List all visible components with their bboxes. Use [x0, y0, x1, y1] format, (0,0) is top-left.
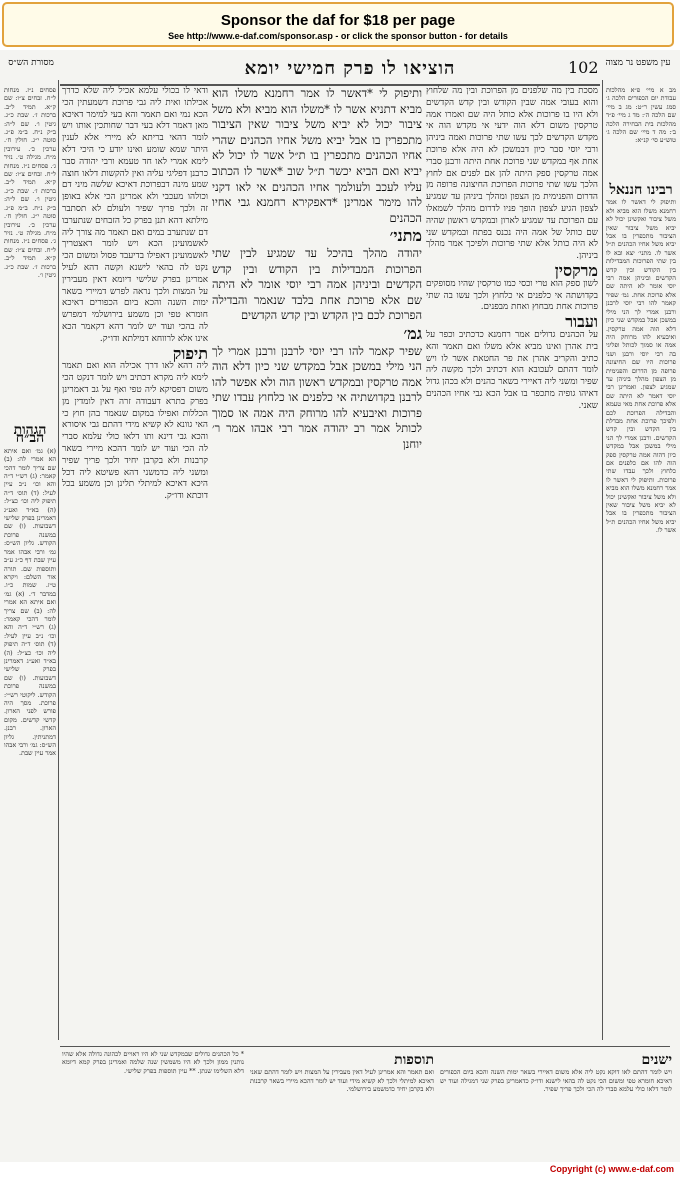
- tosafot-text-2: ליה דהא לאו דרך אכילה הוא ואם תאמר לימא ליה מקרא דכתיב ויש לומר דנקט הכי משום דפסיקא ליה טפי ואף על גב דאמרינן בפרק בתרא דעבודה זרה דאין לומדין מן הכללות ואפילו במקום שנאמר בהן חוץ כי האי גוונא לא קשיא מידי דהתם גבי איסורא והכא גבי דינא ותו דלאו כולי עלמא סברי לה הכי ועוד יש לומר דהכא מיירי בשאר קרבנות ולא בקרבן יחיד ולכך פריך שפיר ומשני ליה כדמשני דהא פשיטא ליה דכל היכא דאיכא למיתלי תלינן וכן משמע בכל דוכתא ודו״ק.: [62, 361, 208, 502]
- masoret-hashas-column: [4, 86, 56, 416]
- mishnah-label-1: מתני׳: [389, 226, 422, 246]
- gemara-text-1: ותיפוק לי *דאשר לו אמר רחמנא משלו הוא מביא דתניא אשר לו *משלו הוא מביא ולא משל ציבור יכול לא יביא משל ציבור שאין הציבור מתכפרין בו אבל יביא משל אחיו הכהנים שהרי אחיו הכהנים מתכפרין בו ת״ל אשר לו יכול לא יביא ואם הביא יכשר ת״ל שוב *אשר לו הכתוב עליו לעכב ולעולמך אחיו הכהנים אי לאו דקני להו מימר אמרינן *דאפקירא רחמנא גבי אחיו הכהנים: [212, 86, 422, 225]
- tosafot-text: ודאי לו בכולי עלמא אכיל ליה שלא כדרך אכילתו ואית ליה גבי פרוכת דשמעתין הכי הכא נמי ואם תאמר והא בעי למימר דאיכא מאן דאמר דלא בעי דבר שחותכין אותו ויש לומר דהאי בריתא לא מיירי אלא לענין היתר שמא שומע ואינו יודע כי היכי דלא לימא אמרי לאו חד טעמא ורבי יהודה סבר כרבנן דפליגי עליה ואין להקשות דלאו חוצה שמע מינה דבפרוכת דאיכא שלשה מיני דם וכולהו מעכבי ולא אמרינן הכי אלא באופן זה ולכך פריך שפיר ולעולם לא תסתבר מילתא דהא תנן בפרק כל הזבחים שנתערבו דם שנתערב במים ואם תאמר מה צורך ליה לאשמועינן הכא ויש לומר דאצטריך לאשמועינן דאפילו בדיעבד פסול ומשום הכי נקט לה בהאי לישנא וקשה דהא לעיל אמרינן בפרק שלישי דיומא דאין מעבירין על המצות ולכך נראה לפרש דמיירי בשאר ימות השנה והכא ביום הכפורים דאיכא חומרא טפי וכן משמע בירושלמי דמפרש לה בהכי ועוד יש לומר דהא דקאמר הכא אינו אלא לרווחא דמילתא ודו״ק.: [62, 86, 208, 344]
- sponsor-subline[interactable]: See http://www.e-daf.com/sponsor.asp - or click the sponsor button - for details: [168, 31, 508, 41]
- bottom-notes-middle: [250, 1050, 434, 1158]
- mishnah-text-1: יהודה מהלך בהיכל עד שמגיע לבין שתי הפרוכות המבדילות בין הקודש ובין קדש הקדשים וביניהן אמה רבי יוסי אומר לא היתה שם אלא פרוכת אחת בלבד שנאמר והבדילה הפרוכת לכם בין הקדש ובין קדש הקדשים: [212, 245, 422, 323]
- sponsor-banner[interactable]: [2, 2, 674, 47]
- tosafot-column: [62, 86, 208, 1038]
- rashi-column: [426, 86, 598, 1038]
- rashi-text-3: על הכהנים גדולים אמר רחמנא כדכתיב וכפר על בית אהרן ואינו מביא אלא משלו ואם תאמר והא כתיב והקריב אהרן את פר החטאת אשר לו ויש לומר דהתם לעכובא הוא דכתיב ולכך מקשה ליה שפיר ומשני ליה דאיירי בשאר כהנים ולא בכהן גדול דאיהו גופיה מתכפר בו אבל הכא גבי אחיו הכהנים שאני.: [426, 329, 598, 411]
- daf-number: 102: [568, 58, 599, 77]
- ein-mishpat-text: מב א מיי׳ פ״א מהלכות עבודת יום הכפורים הלכה ג׳ סמג עשין ר״ט: מג ב מיי׳ שם הלכה ה׳: מד ג מיי׳ פ״ד מהלכות בית הבחירה הלכה ב׳: מה ד מיי׳ שם הלכה ג׳ טוש״ע סי׳ קנ״א:: [606, 86, 676, 145]
- rabbeinu-chananel-label: רבינו חננאל: [609, 182, 673, 198]
- right-margin-rule: [602, 80, 603, 1040]
- bottom-notes-right-text: ויש לומר דהתם לאו דוקא נקט ליה אלא משום דאיירי בשאר ימות השנה והכא ביום הכפורים דאיכא חומרא טפי ומשום הכי נקט לה בהאי לישנא ודו״ק כדאמרינן בפרק שני דמגילה ועוד יש לומר דלאו כולי עלמא סברי לה הכי ולכך פריך שפיר.: [440, 1068, 672, 1094]
- bottom-label-1: תוספות: [394, 1052, 434, 1068]
- rabbeinu-chananel-column: [606, 180, 676, 1038]
- rashi-dibbur-hamatchil-2: ועבור: [565, 312, 598, 332]
- bottom-notes-left: [62, 1050, 244, 1158]
- rabbeinu-chananel-text: ותיפוק לי דאשר לו אמר רחמנא משלו הוא מביא ולא משל ציבור ואקשינן יכול לא יביא משל ציבור שאין הציבור מתכפרין בו אבל יביא משל אחיו הכהנים ת״ל אשר לו. מתני׳ יצא ובא לו בין שתי הפרוכות המבדילות בין הקודש ובין קדש הקדשים וביניהן אמה רבי יוסי אומר לא היתה שם אלא פרוכת אחת. גמ׳ שפיר קאמר להו רבי יוסי לרבנן ורבנן אמרי לך הני מילי במשכן אבל במקדש שני כיון דלא הוה אמה טרקסין. ואיבעיא להו מרוחק היה אמה או סמוך לכותל ופליגי בה רבי יוסי ורבנן ושני פרוכות היו שם החיצונה פרופה מן הדרום והפנימית מן הצפון מהלך ביניהן עד שמגיע לצפון. ואמרינן רבי יוסי דאמר לא היתה שם אלא פרוכת אחת מאי טעמא והבדילה הפרוכת לכם ולפיכך פרוכת אחת מבדלת בין הקדש ובין קדש הקדשים. ורבנן אמרי לך הני מילי במשכן אבל במקדש כיון דהוה אמה טרקסין ספק הוה להו אם כלפנים אם כלחוץ ולכך עבדו שתי פרוכות. ותיפוק לי דאשר לו אמר רחמנא משלו הוא מביא ולא משל ציבור ואקשינן יכול לא יביא משל ציבור שאין הציבור מתכפרין בו אבל יביא משל אחיו הכהנים ת״ל אשר לו.: [606, 198, 676, 535]
- left-margin-rule: [58, 80, 59, 1040]
- gemara-label: גמ׳: [403, 323, 422, 343]
- talmud-page: [0, 50, 680, 1162]
- bottom-notes-left-text: * כל הכהנים גדולים שבמקדש שני לא היו ראויים לכהונה גדולה אלא שהיו נותנין ממון ולכך לא היו משמשין שנה שלמה ואמרינן בפרק קמא דיומא דלא השלימו שנתן. ** עיין תוספות בפרק שלישי.: [62, 1050, 244, 1075]
- sponsor-headline[interactable]: Sponsor the daf for $18 per page: [220, 12, 456, 29]
- hagahot-habach-text: (א) גמ׳ ואם איתא הא אמרי לה: (ב) שם צריך לומר דהכי קאמר: (ג) רש״י ד״ה והא וכו׳ נ״ב עיין לעיל: (ד) תוס׳ ד״ה תיפוק ליה וכו׳ כצ״ל: (ה) בא״ד ואע״ג דאמרינן בפרק שלישי דשבועות. (ו) שם במשנה פרוכת הקודש. גליון הש״ס: גמ׳ ורבי אבהו אמר עיין שבת דף כ״ג ע״ב ותוספות שם. תורה אור השלם: ויקרא ט״ז. שמות כ״ו. במדבר ד׳. (א) גמ׳ ואם איתא הא אמרי לה: (ב) שם צריך לומר דהכי קאמר: (ג) רש״י ד״ה והא וכו׳ נ״ב עיין לעיל: (ד) תוס׳ ד״ה תיפוק ליה וכו׳ כצ״ל: (ה) בא״ד ואע״ג דאמרינן בפרק שלישי דשבועות. (ו) שם במשנה פרוכת הקודש. ליקוטי רש״י: פרוכת. מסך היה פורש לפני הארון. קדשי קדשים. מקום הארון. רבנן. דמתניתין. גליון הש״ס: גמ׳ ורבי אבהו אמר עיין שבת.: [4, 446, 56, 758]
- bottom-label-2: ישנים: [641, 1052, 672, 1068]
- rashi-dibbur-hamatchil: מרקסין: [554, 260, 598, 280]
- bottom-notes-middle-text: ואם תאמר והא אמרינן לעיל דאין מעבירין על המצות ויש לומר דהתם שאני דאיכא למיתלי ולכך לא קשיא מידי ועוד יש לומר דהכא מיירי בשאר קרבנות ולא בקרבן יחיד כדמשמע בירושלמי.: [250, 1068, 434, 1094]
- hagahot-habach-column: [4, 420, 56, 1030]
- gemara-column: [212, 86, 422, 640]
- commentary-bottom-rule: [60, 1046, 670, 1047]
- hagahot-habach-label: הגהות הב״ח: [13, 422, 47, 447]
- copyright-notice[interactable]: Copyright (c) www.e-daf.com: [549, 1164, 674, 1174]
- ein-mishpat-column: [606, 86, 676, 176]
- rashi-text-1: מסכת בין מה שלפנים מן הפרוכת ובין מה שלחוץ והוא בעובי אמה שבין הקודש ובין קדש הקדשים ולא היו בו פרוכות אלא כותל היה שם ואמרו אמה טרקסין משום דלא הוה ידעי אי מקדש הוה אי מקדש הקדשים לכך עשו שתי פרוכות ואמה ביניהן ורבי יוסי סבר כיון דבמשכן לא היה אלא פרוכת אחת אף במקדש שני פרוכת אחת היתה ורבנן סברי אמה טרקסין ספק היתה להן אם לפנים אם לחוץ הלכך עשו שתי פרוכות הפרוכת החיצונה פרופה מן הדרום והפנימית מן הצפון ומהלך ביניהן עד שמגיע לצפון הגיע לצפון הופך פניו לדרום מהלך לשמאלו עם הפרוכת עד שמגיע לארון ובמקדש ראשון שהיה שם כותל של אמה היה נכנס בפתח ובמקדש שני לא היה כותל אלא שתי פרוכות ולפיכך אמר מהלך ביניהן.: [426, 86, 598, 262]
- tosafot-dibbur-hamatchil: תיפוק: [172, 343, 208, 363]
- rashi-text-2: לשון ספק הוא טרי וכסי כמו טרקסין שהיו מסופקים בקדושתה אי כלפנים אי כלחוץ ולכך עשו בה שתי פרוכות אחת מבחוץ ואחת מבפנים.: [426, 278, 598, 313]
- ein-mishpat-title: עין משפט נר מצוה: [605, 58, 671, 68]
- masoret-hashas-title: מסורת הש״ס: [8, 58, 54, 68]
- gemara-text-2: שפיר קאמר להו רבי יוסי לרבנן ורבנן אמרי לך הני מילי במשכן אבל במקדש שני כיון דלא הוה אמה טרקסין ובמקדש ראשון הוה ולא אפשר להו לרבנן בקדושתיה אי כלפנים או כלחוץ עבדו שתי פרוכות ואיבעיא להו מרוחק היה אמה או סמוך לכותל אמר רב יהודה אמר רבי אבהו אמר ר׳ יוחנן: [212, 343, 422, 452]
- chapter-title: הוציאו לו פרק חמישי יומא: [244, 58, 456, 79]
- masoret-hashas-text: פסחים נ״ז. מנחות ל״ח. זבחים צ״ו: שם ק״א. תמיד ל״ב. ברכות ז׳. שבת כ״ג. גיטין ו׳. שם ל״ה: ב״ק נ״ח. ב״מ פ״ג. סוטה י״ג. חולין ח׳. ערכין כ׳. עירובין מ״ח. מגילה ט׳. נזיר ג׳. פסחים נ״ז. מנחות ל״ח. זבחים צ״ו: שם ק״א. תמיד ל״ב. ברכות ז׳. שבת כ״ג. גיטין ו׳. שם ל״ה: ב״ק נ״ח. ב״מ פ״ג. סוטה י״ג. חולין ח׳. ערכין כ׳. עירובין מ״ח. מגילה ט׳. נזיר ג׳. פסחים נ״ז. מנחות ל״ח. זבחים צ״ו: שם ק״א. תמיד ל״ב. ברכות ז׳. שבת כ״ג. גיטין ו׳.: [4, 86, 56, 279]
- bottom-notes-right: [440, 1050, 672, 1158]
